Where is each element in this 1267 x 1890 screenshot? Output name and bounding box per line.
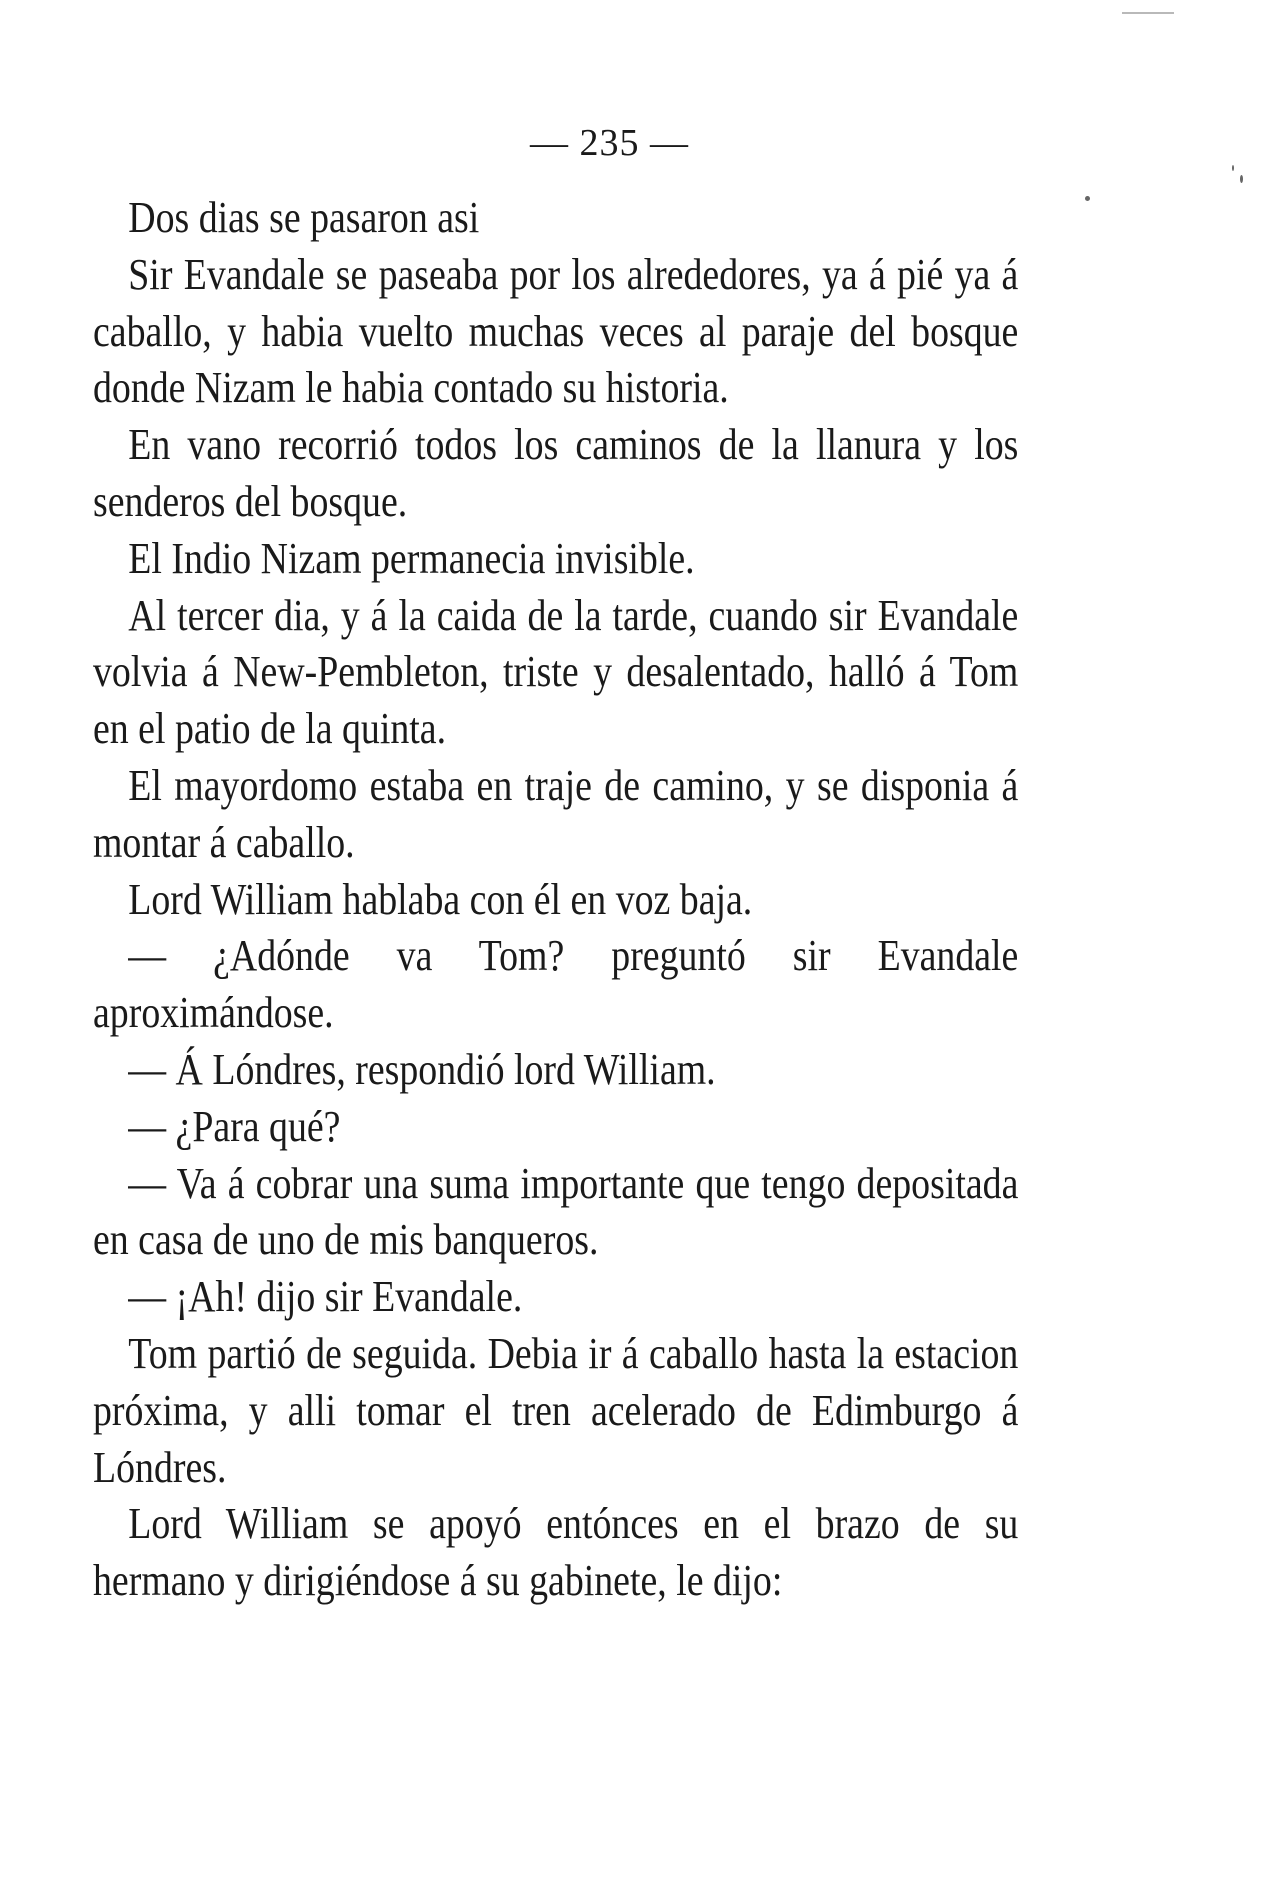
paragraph: En vano recorrió todos los caminos de la llanura y los senderos del bosque. [93,420,1019,526]
ink-speck [1240,175,1243,183]
paragraph: Lord William se apoyó entónces en el brazo de su hermano y dirigiéndose á su gabinete, le dijo: [93,1499,1019,1606]
paragraph: Sir Evandale se paseaba por los alrededores, ya á pié ya á caballo, y habia vuelto muchas veces al paraje del bosque donde Nizam le habia contado su historia. [93,249,1019,413]
paragraph: El mayordomo estaba en traje de camino, y se disponia á montar á caballo. [93,760,1019,867]
ink-speck [1085,196,1090,201]
paragraph: Dos dias se pasaron asi [128,193,480,242]
paragraph: Tom partió de seguida. Debia ir á caballo hasta la estacion próxima, y alli tomar el tren acelerado de Edimburgo á Lóndres. [93,1328,1019,1492]
dialogue-line: — ¿Adónde va Tom? preguntó sir Evandale aproximándose. [93,931,1019,1038]
dialogue-line: — ¿Para qué? [128,1101,341,1151]
dialogue-line: — Va á cobrar una suma importante que tengo depositada en casa de uno de mis banqueros. [93,1158,1019,1265]
body-text [93,190,1018,1610]
paragraph: El Indio Nizam permanecia invisible. [128,533,695,583]
page-number: — 235 — [530,122,689,164]
top-edge-rule [1122,12,1174,14]
dialogue-line: — ¡Ah! dijo sir Evandale. [128,1272,523,1322]
paragraph: Lord William hablaba con él en voz baja. [128,874,753,924]
dialogue-line: — Á Lóndres, respondió lord William. [128,1044,716,1094]
paragraph: Al tercer dia, y á la caida de la tarde, cuando sir Evandale volvia á New-Pembleton, triste y desalentado, halló á Tom en el patio de la quinta. [93,590,1019,754]
